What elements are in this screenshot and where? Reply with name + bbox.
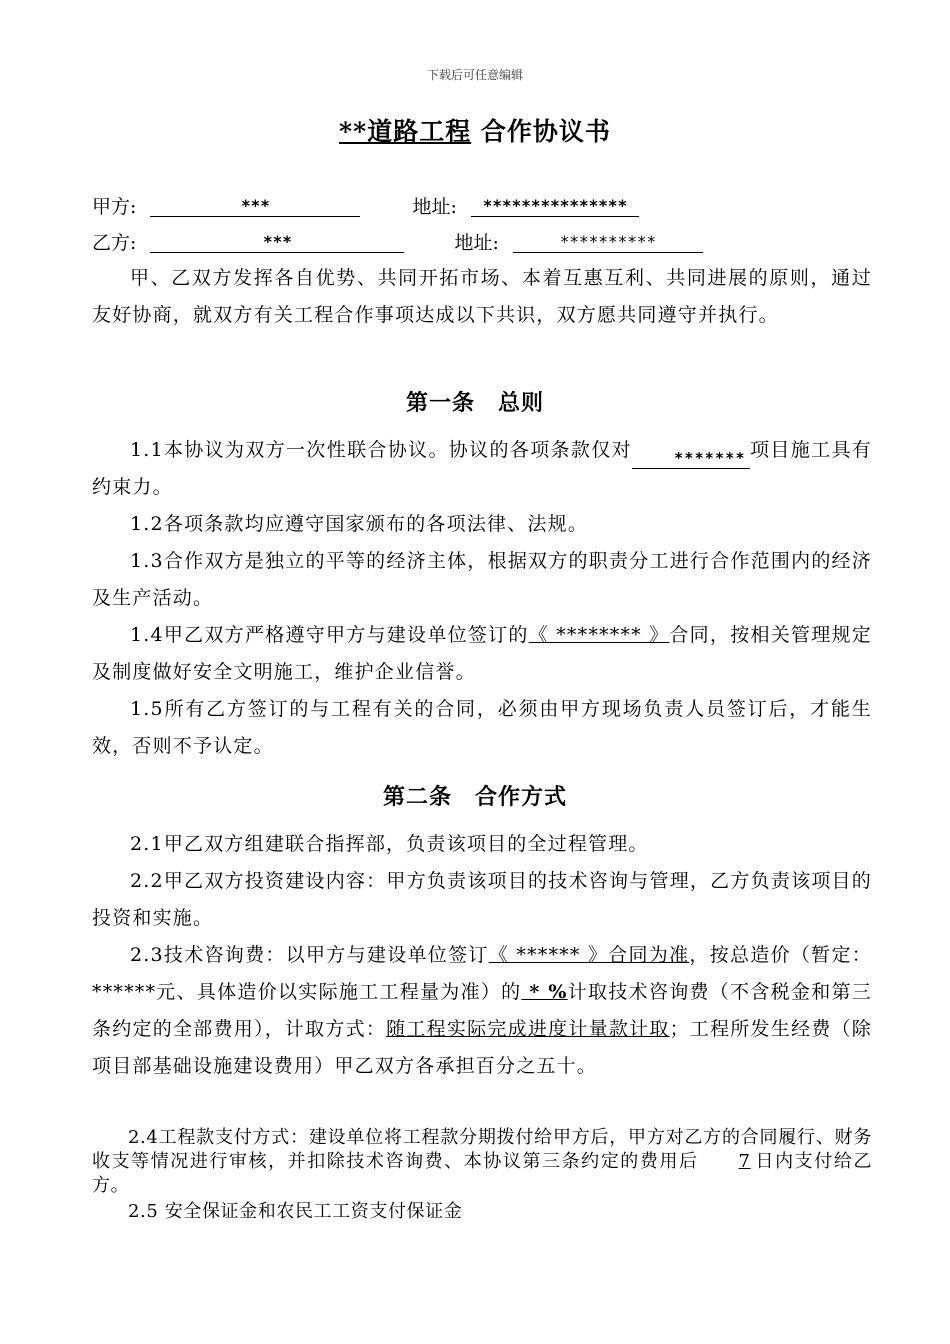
clause-1-1 — [92, 432, 872, 506]
party-a-address: *************** — [471, 196, 639, 217]
party-b-address: ********** — [513, 232, 703, 253]
article-2-heading: 第二条 合作方式 — [382, 785, 567, 810]
clause-2-3-text-b: ，按总造价（暂定：******元、具体造价以实际施工工程量为准）的 — [92, 944, 872, 1003]
clause-2-3-contract-blank: 《 ****** 》合同为准 — [488, 944, 690, 966]
clause-2-3 — [92, 937, 872, 1085]
clause-1-1-text-b: 项目施工具有约束力。 — [92, 439, 872, 498]
document-title — [0, 112, 950, 148]
party-b-address-label: 地址: — [454, 232, 499, 254]
clause-2-2: 2.2甲乙双方投资建设内容：甲方负责该项目的技术咨询与管理，乙方负责该项目的投资和实施。 — [92, 870, 872, 929]
party-a-name: *** — [150, 196, 360, 217]
party-b-name: *** — [150, 232, 404, 253]
clause-1-1-blank: ******* — [632, 448, 750, 469]
clause-1-4-blank: 《 ******** 》 — [528, 624, 670, 646]
intro-paragraph: 甲、乙双方发挥各自优势、共同开拓市场、本着互惠互利、共同进展的原则，通过友好协商，就双方有关工程合作事项达成以下共识，双方愿共同遵守并执行。 — [92, 267, 872, 326]
clause-1-4 — [92, 617, 872, 691]
party-b-label: 乙方: — [92, 232, 137, 254]
clause-2-3-text-d: ；工程所发生经费（除项目部基础设施建设费用）甲乙双方各承担百分之五十。 — [92, 1018, 872, 1077]
clause-1-4-text-b: 合同，按相关管理规定及制度做好安全文明施工，维护企业信誉。 — [92, 624, 872, 683]
clause-2-3-method-blank: 随工程实际完成进度计量款计取 — [386, 1018, 670, 1040]
clause-2-3-text-a: 2.3技术咨询费：以甲方与建设单位签订 — [130, 944, 489, 966]
party-b-line — [92, 232, 703, 253]
party-a-label: 甲方: — [92, 196, 137, 218]
party-a-address-label: 地址: — [412, 196, 457, 218]
party-a-line — [92, 196, 639, 217]
clause-2-4-text-b: 日内支付给乙方。 — [92, 1151, 872, 1196]
clause-1-3: 1.3合作双方是独立的平等的经济主体，根据双方的职责分工进行合作范围内的经济及生产活动。 — [92, 550, 872, 609]
clause-1-5: 1.5所有乙方签订的与工程有关的合同，必须由甲方现场负责人员签订后，才能生效，否则不予认定。 — [92, 698, 872, 757]
article-1-heading: 第一条 总则 — [405, 391, 544, 416]
clause-2-4 — [92, 1126, 872, 1198]
clause-2-3-text-c: 计取技术咨询费（不含税金和第三条约定的全部费用），计取方式： — [92, 981, 872, 1040]
clause-2-1: 2.1甲乙双方组建联合指挥部，负责该项目的全过程管理。 — [130, 833, 649, 855]
title-project-name: **道路工程 — [339, 117, 472, 146]
clause-2-3-percent-blank: * % — [521, 981, 568, 1003]
clause-2-4-days-blank: 7 — [738, 1151, 751, 1172]
clause-1-2: 1.2各项条款均应遵守国家颁布的各项法律、法规。 — [130, 513, 589, 535]
clause-2-4-text-a: 2.4工程款支付方式：建设单位将工程款分期拨付给甲方后，甲方对乙方的合同履行、财务收支等情况进行审核，并扣除技术咨询费、本协议第三条约定的费用后 — [92, 1127, 872, 1172]
watermark: 下载后可任意编辑 — [426, 68, 523, 82]
clause-2-5: 2.5 安全保证金和农民工工资支付保证金 — [128, 1201, 463, 1222]
clause-1-4-text-a: 1.4甲乙双方严格遵守甲方与建设单位签订的 — [130, 624, 529, 646]
clause-1-1-text-a: 1.1本协议为双方一次性联合协议。协议的各项条款仅对 — [130, 439, 632, 461]
title-suffix: 合作协议书 — [480, 117, 611, 146]
